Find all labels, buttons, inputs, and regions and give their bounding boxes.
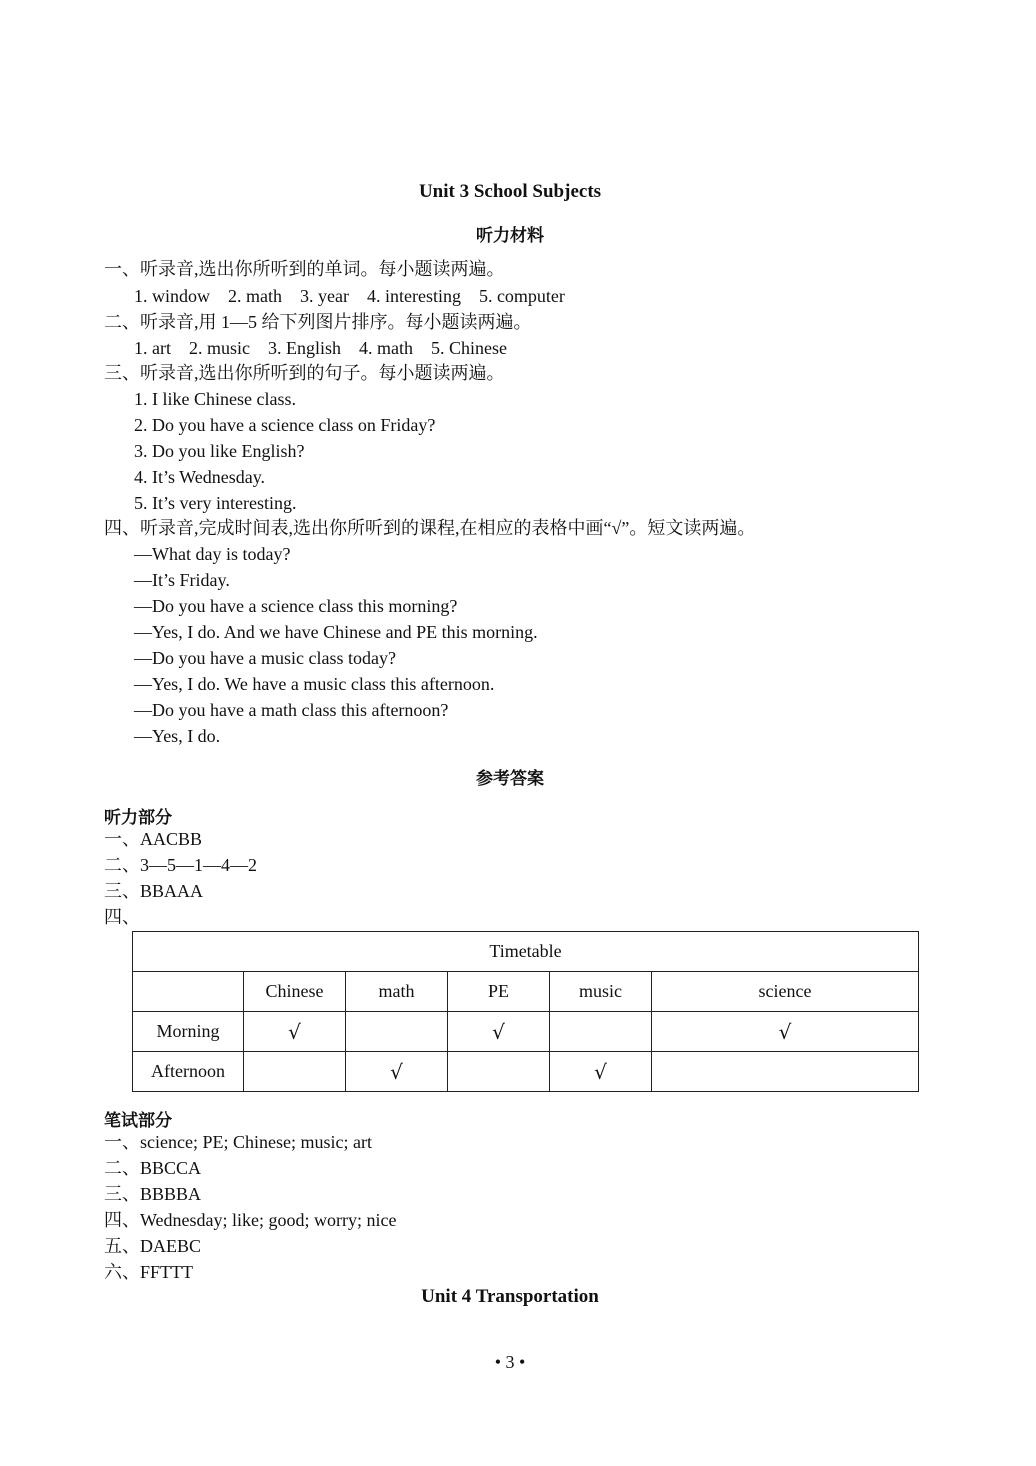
timetable-check-cell [550,1012,652,1052]
written-answer: 一、science; PE; Chinese; music; art [104,1132,372,1152]
q4-dialogue-line: —Yes, I do. [134,726,221,746]
q4-dialogue-line: —Do you have a science class this morning? [134,596,458,616]
timetable-column-header: science [652,972,919,1012]
timetable-column-header: math [346,972,448,1012]
listening-answer: 一、AACBB [104,829,203,849]
timetable-title: Timetable [133,932,919,972]
written-answer: 四、Wednesday; like; good; worry; nice [104,1210,397,1230]
q4-dialogue-line: —Yes, I do. And we have Chinese and PE this morning. [134,622,538,642]
timetable-check-cell [652,1052,919,1092]
timetable [132,931,919,1092]
answers-heading: 参考答案 [476,769,544,789]
listening-part-label: 听力部分 [104,808,172,828]
q3-sentence: 5. It’s very interesting. [134,493,297,513]
timetable-check-cell [448,1052,550,1092]
timetable-check-cell [346,1012,448,1052]
q3-instruction: 三、听录音,选出你所听到的句子。每小题读两遍。 [104,363,505,383]
q4-instruction: 四、听录音,完成时间表,选出你所听到的课程,在相应的表格中画“√”。短文读两遍。 [104,518,756,538]
timetable-column-header: music [550,972,652,1012]
q4-dialogue-line: —It’s Friday. [134,570,230,590]
q1-items: 1. window 2. math 3. year 4. interesting 5. computer [134,286,565,306]
listening-material-heading: 听力材料 [476,226,544,246]
timetable-column-header: Chinese [244,972,346,1012]
timetable-check-cell: √ [550,1052,652,1092]
unit4-title: Unit 4 Transportation [421,1286,599,1307]
q3-sentence: 3. Do you like English? [134,441,305,461]
q2-instruction: 二、听录音,用 1—5 给下列图片排序。每小题读两遍。 [104,312,532,332]
q4-dialogue-line: —Yes, I do. We have a music class this afternoon. [134,674,495,694]
listening-answer: 三、BBAAA [104,881,204,901]
timetable-row-label: Afternoon [133,1052,244,1092]
q4-dialogue-line: —Do you have a music class today? [134,648,396,668]
timetable-column-header: PE [448,972,550,1012]
listening-answer: 四、 [104,907,140,927]
timetable-check-cell: √ [652,1012,919,1052]
timetable-check-cell: √ [346,1052,448,1092]
timetable-row-label: Morning [133,1012,244,1052]
written-answer: 六、FFTTT [104,1262,194,1282]
timetable-check-cell [244,1052,346,1092]
q4-dialogue-line: —Do you have a math class this afternoon? [134,700,449,720]
q2-items: 1. art 2. music 3. English 4. math 5. Chinese [134,338,507,358]
timetable-check-cell: √ [448,1012,550,1052]
q1-instruction: 一、听录音,选出你所听到的单词。每小题读两遍。 [104,259,505,279]
timetable-check-cell: √ [244,1012,346,1052]
written-answer: 五、DAEBC [104,1236,202,1256]
page-number: • 3 • [494,1352,526,1372]
written-part-label: 笔试部分 [104,1111,172,1131]
q3-sentence: 2. Do you have a science class on Friday? [134,415,436,435]
written-answer: 三、BBBBA [104,1184,202,1204]
q3-sentence: 4. It’s Wednesday. [134,467,266,487]
listening-answer: 二、3—5—1—4—2 [104,855,257,875]
timetable-corner-cell [133,972,244,1012]
unit3-title: Unit 3 School Subjects [418,181,602,202]
q4-dialogue-line: —What day is today? [134,544,291,564]
written-answer: 二、BBCCA [104,1158,202,1178]
q3-sentence: 1. I like Chinese class. [134,389,296,409]
